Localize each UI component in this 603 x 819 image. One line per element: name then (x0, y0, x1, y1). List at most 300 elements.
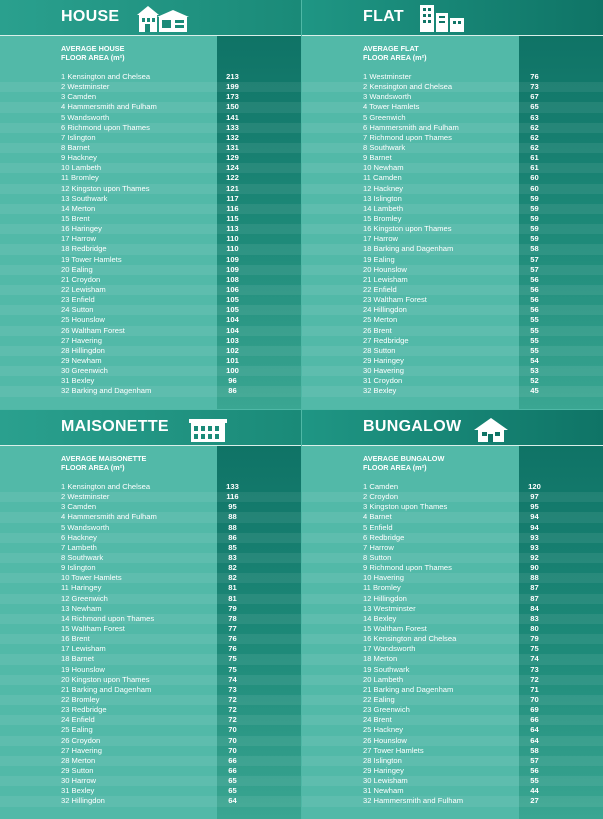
ranking-list (0, 72, 301, 397)
list-item (0, 234, 301, 244)
list-item (302, 776, 603, 786)
floor-area-value: 124 (226, 163, 239, 173)
borough-name: 15 Bromley (363, 213, 402, 223)
floor-area-value: 44 (530, 786, 539, 796)
borough-name: 1 Westminster (363, 72, 412, 81)
borough-name: 6 Richmond upon Thames (61, 122, 150, 132)
maisonette-panel (0, 410, 301, 819)
borough-name: 11 Bromley (61, 173, 99, 183)
borough-name: 23 Redbridge (61, 705, 107, 715)
borough-name: 18 Redbridge (61, 244, 107, 254)
list-item (302, 766, 603, 776)
list-item (302, 305, 603, 315)
list-item (302, 123, 603, 133)
floor-area-value: 55 (530, 315, 539, 325)
borough-name: 25 Ealing (61, 725, 93, 735)
floor-area-value: 57 (530, 254, 539, 264)
list-item (302, 214, 603, 224)
list-item (0, 624, 301, 634)
list-item (302, 725, 603, 735)
borough-name: 14 Bexley (363, 613, 397, 623)
list-item (0, 766, 301, 776)
list-item (302, 634, 603, 644)
list-item (302, 756, 603, 766)
list-item (0, 244, 301, 254)
floor-area-value: 109 (226, 264, 239, 274)
floor-area-value: 120 (528, 482, 541, 491)
list-item (302, 244, 603, 254)
floor-area-value: 76 (228, 644, 237, 654)
list-item (302, 523, 603, 533)
borough-name: 8 Barnet (61, 142, 90, 152)
borough-name: 3 Wandsworth (363, 92, 412, 102)
panel-header (0, 410, 301, 446)
floor-area-value: 58 (530, 244, 539, 254)
floor-area-value: 92 (530, 552, 539, 562)
borough-name: 28 Sutton (363, 345, 396, 355)
borough-name: 25 Hounslow (61, 315, 105, 325)
borough-name: 6 Hammersmith and Fulham (363, 122, 459, 132)
floor-area-value: 83 (228, 552, 237, 562)
borough-name: 16 Kensington and Chelsea (363, 634, 457, 644)
list-item (302, 563, 603, 573)
floor-area-value: 62 (530, 122, 539, 132)
floor-area-value: 121 (226, 183, 239, 193)
ranking-list (302, 72, 603, 397)
borough-name: 31 Newham (363, 786, 404, 796)
list-item (0, 143, 301, 153)
list-item (302, 366, 603, 376)
list-item (302, 143, 603, 153)
panel-header (0, 0, 301, 36)
borough-name: 22 Lewisham (61, 284, 106, 294)
list-item (302, 356, 603, 366)
list-item (302, 376, 603, 386)
borough-name: 19 Ealing (363, 254, 395, 264)
floor-area-value: 63 (530, 112, 539, 122)
borough-name: 1 Kensington and Chelsea (61, 72, 151, 81)
list-item (302, 92, 603, 102)
borough-name: 26 Croydon (61, 735, 101, 745)
borough-name: 22 Ealing (363, 694, 395, 704)
borough-name: 32 Barking and Dagenham (61, 386, 152, 396)
list-item (0, 346, 301, 356)
list-item (0, 665, 301, 675)
list-item (0, 492, 301, 502)
floor-area-value: 64 (530, 725, 539, 735)
borough-name: 15 Waltham Forest (61, 623, 125, 633)
borough-name: 17 Harrow (61, 234, 97, 244)
floor-area-value: 122 (226, 173, 239, 183)
list-item (302, 583, 603, 593)
list-item (0, 163, 301, 173)
floor-area-value: 82 (228, 573, 237, 583)
floor-area-value: 75 (228, 664, 237, 674)
house-panel (0, 0, 301, 409)
list-item (0, 102, 301, 112)
borough-name: 30 Havering (363, 366, 404, 376)
flat-panel (302, 0, 603, 409)
list-item (302, 695, 603, 705)
floor-area-value: 131 (226, 142, 239, 152)
list-item (0, 326, 301, 336)
borough-name: 4 Tower Hamlets (363, 102, 420, 112)
borough-name: 32 Bexley (363, 386, 397, 396)
floor-area-value: 79 (228, 603, 237, 613)
borough-name: 16 Kingston upon Thames (363, 224, 452, 234)
borough-name: 25 Merton (363, 315, 398, 325)
borough-name: 24 Hillingdon (363, 305, 407, 315)
subtitle-line: FLOOR AREA (m²) (61, 53, 125, 62)
floor-area-value: 73 (228, 684, 237, 694)
floor-area-value: 78 (228, 613, 237, 623)
list-item (0, 786, 301, 796)
maisonette-icon (187, 413, 231, 448)
floor-area-value: 55 (530, 325, 539, 335)
borough-name: 14 Merton (61, 203, 96, 213)
borough-name: 27 Havering (61, 745, 102, 755)
floor-area-value: 73 (530, 82, 539, 92)
floor-area-value: 87 (530, 583, 539, 593)
floor-area-value: 80 (530, 623, 539, 633)
list-item (302, 685, 603, 695)
list-item (302, 543, 603, 553)
list-item (0, 553, 301, 563)
floor-area-value: 133 (226, 122, 239, 132)
borough-name: 30 Lewisham (363, 776, 408, 786)
list-item (302, 102, 603, 112)
list-item (0, 123, 301, 133)
floor-area-value: 90 (530, 563, 539, 573)
borough-name: 9 Richmond upon Thames (363, 563, 452, 573)
floor-area-value: 59 (530, 203, 539, 213)
flat-building-icon (418, 3, 468, 38)
floor-area-value: 100 (226, 366, 239, 376)
list-item (0, 695, 301, 705)
panel-header (302, 410, 603, 446)
list-item (0, 705, 301, 715)
list-item (0, 173, 301, 183)
borough-name: 11 Bromley (363, 583, 401, 593)
borough-name: 28 Islington (363, 755, 402, 765)
floor-area-value: 59 (530, 224, 539, 234)
borough-name: 27 Havering (61, 335, 102, 345)
floor-area-value: 96 (228, 376, 237, 386)
borough-name: 10 Havering (363, 573, 404, 583)
list-item (302, 265, 603, 275)
borough-name: 7 Richmond upon Thames (363, 132, 452, 142)
borough-name: 27 Redbridge (363, 335, 409, 345)
borough-name: 13 Islington (363, 193, 402, 203)
borough-name: 8 Southwark (363, 142, 406, 152)
list-item (302, 533, 603, 543)
floor-area-value: 79 (530, 634, 539, 644)
floor-area-value: 70 (530, 694, 539, 704)
floor-area-value: 106 (226, 284, 239, 294)
panel-title: MAISONETTE (61, 418, 169, 435)
borough-name: 13 Westminster (363, 603, 416, 613)
borough-name: 29 Sutton (61, 765, 94, 775)
list-item (302, 346, 603, 356)
borough-name: 31 Bexley (61, 786, 95, 796)
borough-name: 1 Camden (363, 482, 399, 491)
floor-area-value: 61 (530, 153, 539, 163)
borough-name: 4 Barnet (363, 512, 392, 522)
floor-area-value: 110 (226, 244, 239, 254)
list-item (0, 614, 301, 624)
list-item (0, 204, 301, 214)
floor-area-value: 55 (530, 335, 539, 345)
borough-name: 30 Harrow (61, 776, 97, 786)
borough-name: 32 Hillingdon (61, 796, 105, 806)
list-item (0, 255, 301, 265)
borough-name: 18 Barking and Dagenham (363, 244, 454, 254)
floor-area-value: 55 (530, 776, 539, 786)
floor-area-value: 117 (226, 193, 239, 203)
floor-area-value: 57 (530, 755, 539, 765)
list-item (302, 614, 603, 624)
borough-name: 2 Kensington and Chelsea (363, 82, 453, 92)
floor-area-value: 64 (530, 735, 539, 745)
borough-name: 17 Wandsworth (363, 644, 416, 654)
floor-area-value: 86 (228, 386, 237, 396)
list-item (302, 204, 603, 214)
floor-area-value: 65 (228, 786, 237, 796)
floor-area-value: 60 (530, 173, 539, 183)
floor-area-value: 105 (226, 305, 239, 315)
list-item (0, 502, 301, 512)
list-item (0, 523, 301, 533)
borough-name: 21 Barking and Dagenham (363, 684, 454, 694)
borough-name: 12 Hillingdon (363, 593, 407, 603)
list-item (302, 594, 603, 604)
floor-area-value: 104 (226, 325, 239, 335)
borough-name: 10 Lambeth (61, 163, 102, 173)
list-item (0, 644, 301, 654)
borough-name: 10 Newham (363, 163, 404, 173)
borough-name: 29 Newham (61, 355, 102, 365)
floor-area-value: 59 (530, 234, 539, 244)
borough-name: 31 Croydon (363, 376, 403, 386)
subtitle-line: FLOOR AREA (m²) (363, 463, 427, 472)
list-item (0, 386, 301, 396)
floor-area-value: 62 (530, 132, 539, 142)
borough-name: 19 Southwark (363, 664, 410, 674)
floor-area-value: 213 (226, 72, 239, 81)
borough-name: 26 Waltham Forest (61, 325, 125, 335)
list-item (302, 715, 603, 725)
borough-name: 20 Hounslow (363, 264, 407, 274)
floor-area-value: 87 (530, 593, 539, 603)
list-item (0, 654, 301, 664)
floor-area-value: 73 (530, 664, 539, 674)
borough-name: 31 Bexley (61, 376, 95, 386)
list-item (302, 173, 603, 183)
list-item (302, 654, 603, 664)
floor-area-value: 77 (228, 623, 237, 633)
floor-area-value: 62 (530, 142, 539, 152)
floor-area-value: 56 (530, 284, 539, 294)
floor-area-value: 76 (530, 72, 539, 81)
floor-area-value: 59 (530, 193, 539, 203)
panel-title: HOUSE (61, 8, 120, 25)
floor-area-value: 82 (228, 563, 237, 573)
borough-name: 21 Barking and Dagenham (61, 684, 152, 694)
list-item (0, 482, 301, 492)
floor-area-value: 57 (530, 264, 539, 274)
borough-name: 12 Kingston upon Thames (61, 183, 150, 193)
floor-area-value: 97 (530, 492, 539, 502)
list-item (0, 675, 301, 685)
borough-name: 17 Harrow (363, 234, 399, 244)
borough-name: 12 Hackney (363, 183, 404, 193)
borough-name: 27 Tower Hamlets (363, 745, 424, 755)
floor-area-value: 84 (530, 603, 539, 613)
borough-name: 5 Wandsworth (61, 522, 110, 532)
list-item (302, 224, 603, 234)
borough-name: 8 Sutton (363, 552, 392, 562)
list-item (0, 82, 301, 92)
list-item (0, 133, 301, 143)
floor-area-value: 65 (530, 102, 539, 112)
borough-name: 14 Lambeth (363, 203, 404, 213)
list-item (302, 295, 603, 305)
floor-area-value: 71 (530, 684, 539, 694)
floor-area-value: 133 (226, 482, 239, 491)
list-item (302, 285, 603, 295)
floor-area-value: 65 (228, 776, 237, 786)
borough-name: 4 Hammersmith and Fulham (61, 512, 157, 522)
floor-area-value: 199 (226, 82, 239, 92)
borough-name: 22 Enfield (363, 284, 397, 294)
list-item (302, 133, 603, 143)
list-item (302, 746, 603, 756)
list-item (302, 72, 603, 82)
floor-area-value: 52 (530, 376, 539, 386)
list-item (0, 265, 301, 275)
list-item (0, 533, 301, 543)
list-item (0, 184, 301, 194)
floor-area-value: 81 (228, 583, 237, 593)
list-item (302, 573, 603, 583)
list-item (0, 634, 301, 644)
borough-name: 23 Enfield (61, 295, 95, 305)
floor-area-value: 55 (530, 345, 539, 355)
borough-name: 29 Haringey (363, 355, 404, 365)
floor-area-value: 66 (228, 765, 237, 775)
list-item (0, 194, 301, 204)
ranking-list (302, 482, 603, 807)
borough-name: 11 Camden (363, 173, 402, 183)
borough-name: 5 Greenwich (363, 112, 406, 122)
subtitle-line: AVERAGE BUNGALOW (363, 454, 445, 463)
floor-area-value: 104 (226, 315, 239, 325)
floor-area-value: 74 (228, 674, 237, 684)
house-icon (135, 3, 191, 38)
list-item (302, 705, 603, 715)
panel-subtitle (61, 44, 211, 62)
list-item (302, 604, 603, 614)
floor-area-value: 66 (530, 715, 539, 725)
borough-name: 6 Hackney (61, 532, 97, 542)
borough-name: 13 Newham (61, 603, 102, 613)
floor-area-value: 113 (226, 224, 239, 234)
borough-name: 28 Merton (61, 755, 96, 765)
borough-name: 7 Harrow (363, 542, 394, 552)
borough-name: 7 Lambeth (61, 542, 97, 552)
borough-name: 18 Merton (363, 654, 398, 664)
borough-name: 1 Kensington and Chelsea (61, 482, 151, 491)
floor-area-value: 94 (530, 512, 539, 522)
floor-area-value: 56 (530, 765, 539, 775)
borough-name: 19 Tower Hamlets (61, 254, 122, 264)
borough-name: 24 Brent (363, 715, 392, 725)
subtitle-line: AVERAGE HOUSE (61, 44, 125, 53)
borough-name: 24 Enfield (61, 715, 95, 725)
floor-area-value: 115 (226, 213, 239, 223)
borough-name: 22 Bromley (61, 694, 100, 704)
list-item (302, 255, 603, 265)
list-item (0, 285, 301, 295)
list-item (302, 234, 603, 244)
borough-name: 5 Wandsworth (61, 112, 110, 122)
floor-area-value: 72 (228, 715, 237, 725)
floor-area-value: 94 (530, 522, 539, 532)
borough-name: 32 Hammersmith and Fulham (363, 796, 464, 806)
borough-name: 17 Lewisham (61, 644, 106, 654)
floor-area-value: 70 (228, 725, 237, 735)
borough-name: 2 Croydon (363, 492, 399, 502)
floor-area-value: 95 (228, 502, 237, 512)
list-item (0, 583, 301, 593)
floor-area-value: 75 (228, 654, 237, 664)
list-item (0, 776, 301, 786)
list-item (302, 163, 603, 173)
panel-title: FLAT (363, 8, 404, 25)
floor-area-value: 132 (226, 132, 239, 142)
bungalow-panel (302, 410, 603, 819)
floor-area-value: 27 (530, 796, 539, 806)
floor-area-value: 58 (530, 745, 539, 755)
list-item (302, 553, 603, 563)
borough-name: 20 Ealing (61, 264, 93, 274)
list-item (302, 386, 603, 396)
floor-area-value: 70 (228, 735, 237, 745)
borough-name: 2 Westminster (61, 492, 110, 502)
borough-name: 16 Brent (61, 634, 90, 644)
floor-area-value: 56 (530, 295, 539, 305)
list-item (302, 492, 603, 502)
borough-name: 3 Camden (61, 502, 97, 512)
subtitle-line: FLOOR AREA (m²) (61, 463, 125, 472)
borough-name: 9 Islington (61, 563, 96, 573)
list-item (0, 376, 301, 386)
floor-area-value: 103 (226, 335, 239, 345)
floor-area-value: 56 (530, 274, 539, 284)
list-item (0, 563, 301, 573)
borough-name: 29 Haringey (363, 765, 404, 775)
list-item (0, 224, 301, 234)
floor-area-value: 109 (226, 254, 239, 264)
borough-name: 3 Camden (61, 92, 97, 102)
borough-name: 19 Hounslow (61, 664, 105, 674)
floor-area-value: 67 (530, 92, 539, 102)
list-item (302, 665, 603, 675)
borough-name: 24 Sutton (61, 305, 94, 315)
floor-area-value: 116 (226, 492, 239, 502)
borough-name: 8 Southwark (61, 552, 104, 562)
borough-name: 11 Haringey (61, 583, 102, 593)
